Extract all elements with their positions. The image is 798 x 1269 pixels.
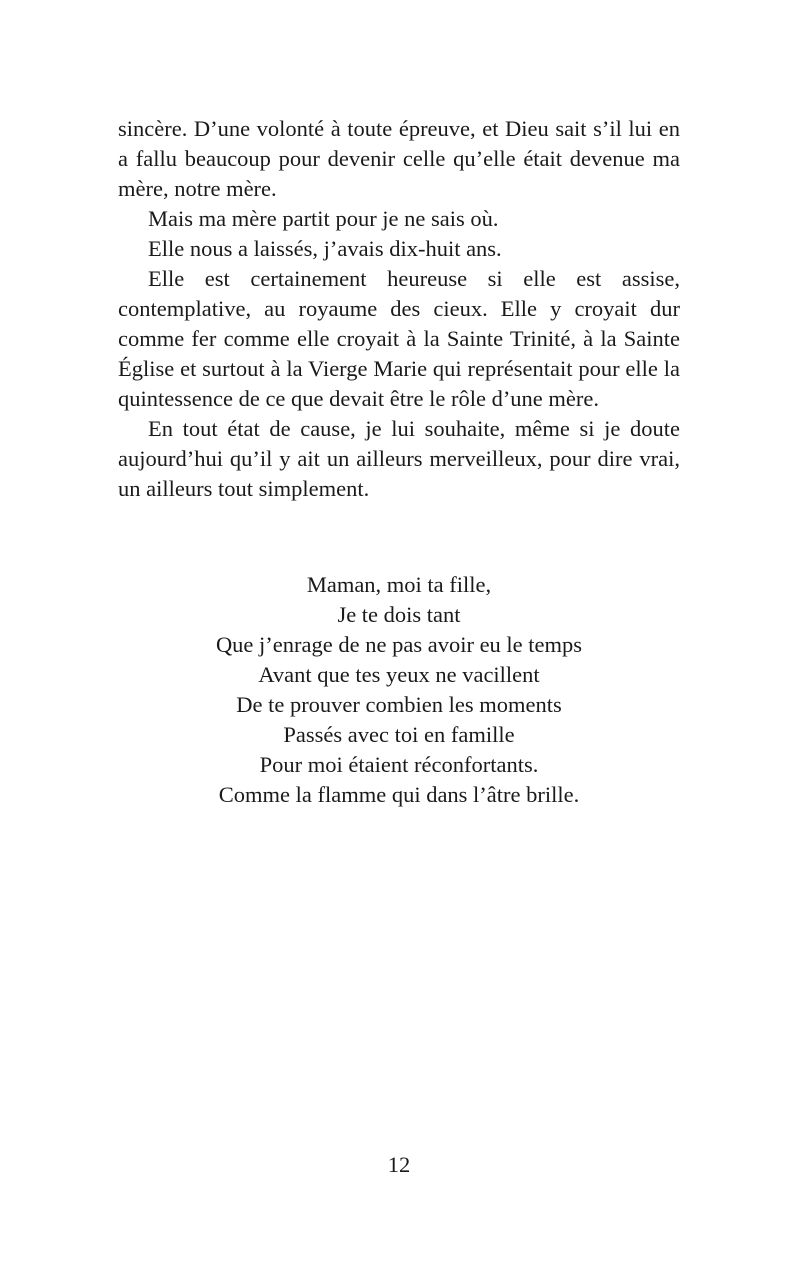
paragraph: Elle nous a laissés, j’avais dix-huit ans. — [148, 236, 502, 261]
poem-line: Pour moi étaient réconfortants. — [259, 752, 539, 777]
page-number: 12 — [387, 1152, 411, 1177]
poem-line: Maman, moi ta fille, — [306, 572, 492, 597]
poem-line: Avant que tes yeux ne vacillent — [258, 662, 540, 687]
paragraph: Mais ma mère partit pour je ne sais où. — [148, 206, 499, 231]
poem-line: Passés avec toi en famille — [283, 722, 515, 747]
poem-line: Que j’enrage de ne pas avoir eu le temps — [215, 632, 583, 657]
poem-line: Comme la flamme qui dans l’âtre brille. — [218, 782, 580, 807]
poem-line: Je te dois tant — [337, 602, 461, 627]
paragraph-continuation: sincère. D’une volonté à toute épreuve, et Dieu sait s’il lui en a fallu beaucoup pour devenir celle qu’elle était devenue ma mère, notre mère. — [118, 116, 680, 201]
paragraph: Elle est certainement heureuse si elle est assise, contemplative, au royaume des cieux. Elle y croyait dur comme fer comme elle croyait à la Sainte Trinité, à la Sainte Église et surtout à la Vierge Marie qui représentait pour elle la quintessence de ce que devait être le rôle d’une mère. — [118, 266, 680, 411]
poem-line: De te prouver combien les moments — [236, 692, 562, 717]
poem — [118, 570, 680, 810]
prose-body — [118, 114, 680, 504]
paragraph: En tout état de cause, je lui souhaite, même si je doute aujourd’hui qu’il y ait un ailleurs merveilleux, pour dire vrai, un ailleurs tout simplement. — [118, 416, 680, 501]
